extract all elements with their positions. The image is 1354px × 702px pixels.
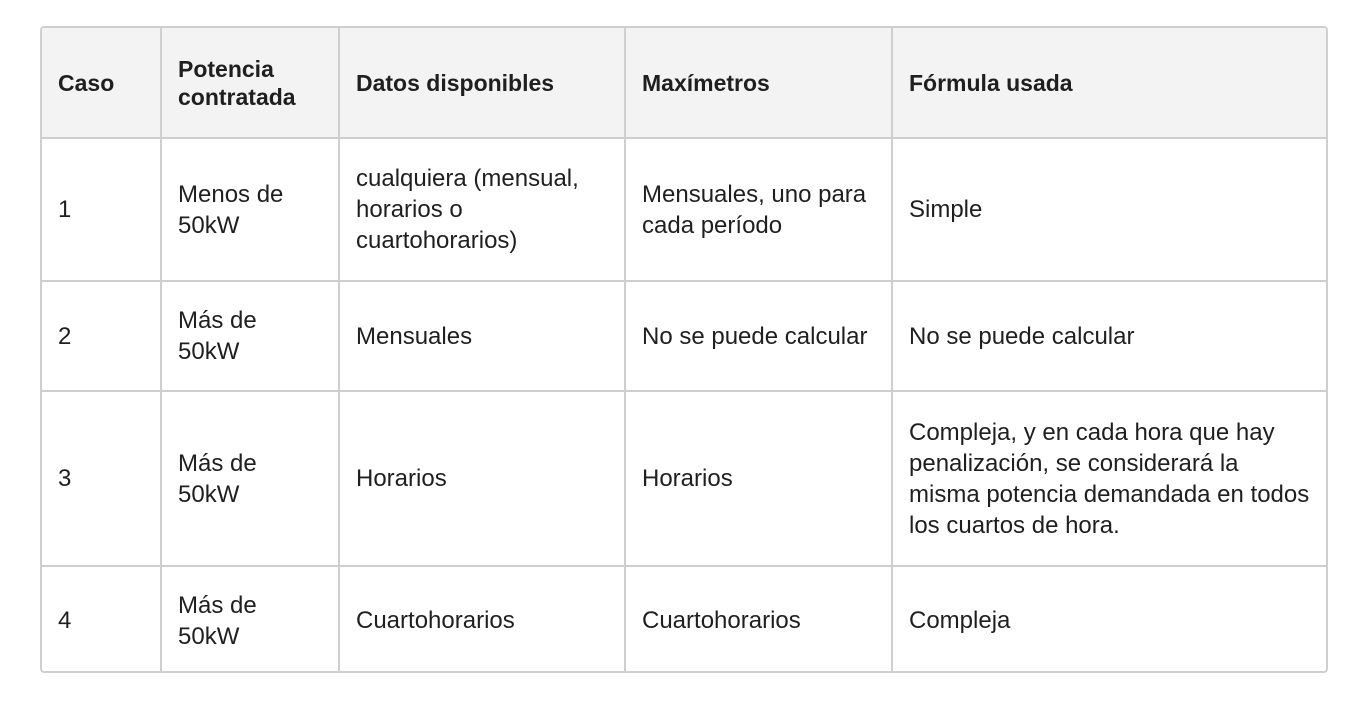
- cell-formula: Compleja, y en cada hora que hay penalización, se considerará la misma potencia demandada en todos los cuartos de hora.: [892, 391, 1326, 566]
- cell-potencia: Menos de 50kW: [161, 138, 339, 281]
- header-maximetros: Maxímetros: [625, 28, 892, 138]
- formula-table: [42, 28, 1326, 673]
- cell-maximetros: No se puede calcular: [625, 281, 892, 391]
- header-caso: Caso: [42, 28, 161, 138]
- cell-caso: 2: [42, 281, 161, 391]
- data-table-container: [40, 26, 1328, 673]
- cell-maximetros: Horarios: [625, 391, 892, 566]
- table-row: [42, 391, 1326, 566]
- cell-formula: No se puede calcular: [892, 281, 1326, 391]
- header-formula-usada: Fórmula usada: [892, 28, 1326, 138]
- cell-datos: Horarios: [339, 391, 625, 566]
- cell-potencia: Más de 50kW: [161, 281, 339, 391]
- cell-caso: 3: [42, 391, 161, 566]
- header-datos-disponibles: Datos disponibles: [339, 28, 625, 138]
- cell-caso: 1: [42, 138, 161, 281]
- table-header-row: [42, 28, 1326, 138]
- cell-potencia: Más de 50kW: [161, 391, 339, 566]
- header-potencia-contratada: Potencia contratada: [161, 28, 339, 138]
- cell-maximetros: Cuartohorarios: [625, 566, 892, 673]
- cell-formula: Simple: [892, 138, 1326, 281]
- table-row: [42, 138, 1326, 281]
- cell-maximetros: Mensuales, uno para cada período: [625, 138, 892, 281]
- cell-potencia: Más de 50kW: [161, 566, 339, 673]
- cell-formula: Compleja: [909, 607, 1011, 634]
- cell-datos: Mensuales: [339, 281, 625, 391]
- cell-caso: 4: [42, 566, 161, 673]
- table-row: [42, 281, 1326, 391]
- table-row: [42, 566, 1326, 673]
- cell-datos: Cuartohorarios: [339, 566, 625, 673]
- cell-datos: cualquiera (mensual, horarios o cuartohorarios): [339, 138, 625, 281]
